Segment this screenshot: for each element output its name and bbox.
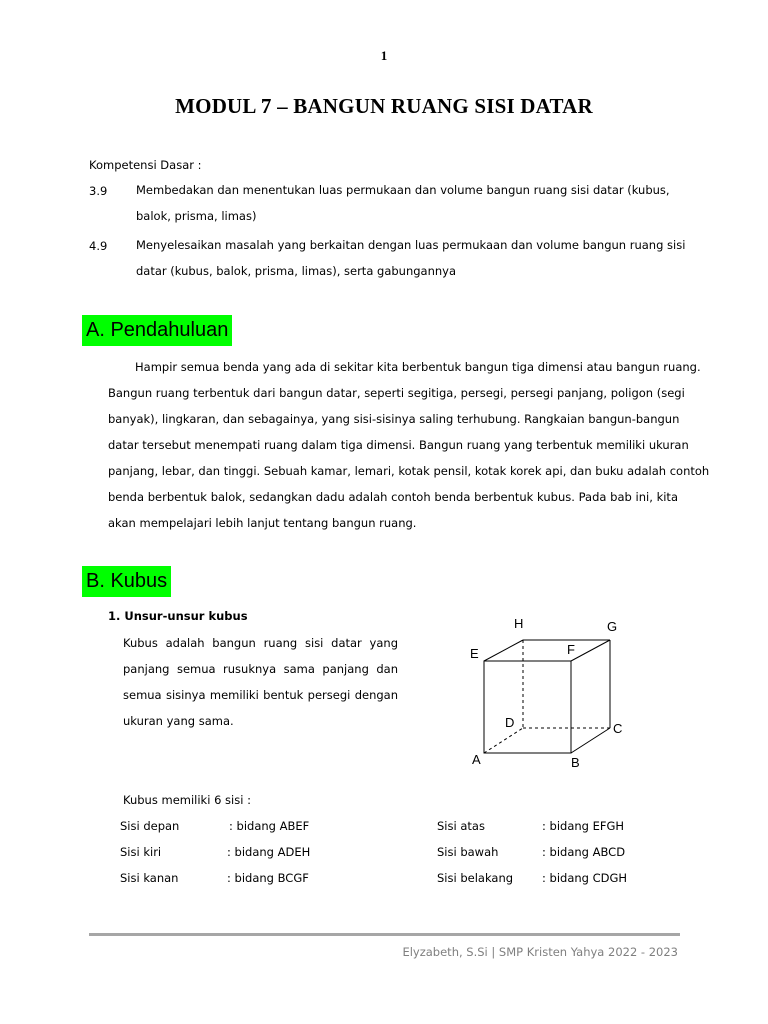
sub-heading-unsur-kubus: 1. Unsur-unsur kubus [108,609,248,623]
face-value: : bidang EFGH [542,819,625,833]
faces-label: Kubus memiliki 6 sisi : [123,793,251,807]
cube-edge-bc [571,728,610,753]
face-name: Sisi kanan [120,871,179,885]
kompetensi-label: Kompetensi Dasar : [89,158,202,172]
section-heading-kubus: B. Kubus [82,566,171,597]
cube-diagram [460,610,640,775]
definition-line: semua sisinya memiliki bentuk persegi dengan [123,688,398,702]
footer-text: Elyzabeth, S.Si | SMP Kristen Yahya 2022 - 2023 [402,945,678,959]
paragraph-line: datar tersebut menempati ruang dalam tiga dimensi. Bangun ruang yang terbentuk memiliki ukuran [108,438,689,452]
face-name: Sisi kiri [120,845,162,859]
vertex-label-d: D [505,715,515,730]
definition-line: Kubus adalah bangun ruang sisi datar yang [123,636,398,650]
kompetensi-line: Membedakan dan menentukan luas permukaan dan volume bangun ruang sisi datar (kubus, [136,183,670,197]
pendahuluan-paragraph [108,354,710,536]
vertex-label-a: A [472,752,481,767]
paragraph-line: akan mempelajari lebih lanjut tentang bangun ruang. [108,516,417,530]
kompetensi-line: balok, prisma, limas) [136,209,257,223]
paragraph-line: panjang, lebar, dan tinggi. Sebuah kamar, lemari, kotak pensil, kotak korek api, dan buku adalah contoh [108,464,710,478]
section-heading-pendahuluan: A. Pendahuluan [82,315,232,346]
paragraph-line: Bangun ruang terbentuk dari bangun datar, seperti segitiga, persegi, persegi panjang, poligon (segi [108,386,685,400]
vertex-label-f: F [567,642,575,657]
face-name: Sisi belakang [437,871,514,885]
kompetensi-text [136,177,696,229]
paragraph-line: benda berbentuk balok, sedangkan dadu adalah contoh benda berbentuk kubus. Pada bab ini, kita [108,490,678,504]
cube-edge-eh [484,640,523,661]
vertex-label-c: C [613,721,623,736]
vertex-label-g: G [607,619,618,634]
kompetensi-line: datar (kubus, balok, prisma, limas), serta gabungannya [136,264,457,278]
face-name: Sisi atas [437,819,485,833]
kompetensi-line: Menyelesaikan masalah yang berkaitan dengan luas permukaan dan volume bangun ruang sisi [136,238,686,252]
face-value: : bidang BCGF [227,871,309,885]
paragraph-line: banyak), lingkaran, dan sebagainya, yang sisi-sisinya saling terhubung. Rangkaian bangun-bangun [108,412,680,426]
vertex-label-b: B [571,755,580,770]
face-value: : bidang CDGH [542,871,628,885]
definition-line: panjang semua rusuknya sama panjang dan [123,662,398,676]
page-title: MODUL 7 – BANGUN RUANG SISI DATAR [175,94,593,118]
kompetensi-number: 4.9 [89,239,108,253]
cube-hidden-edge-ad [484,728,523,753]
definition-line: ukuran yang sama. [123,714,234,728]
kompetensi-number: 3.9 [89,184,108,198]
face-value: : bidang ADEH [227,845,311,859]
face-name: Sisi depan [120,819,180,833]
face-value: : bidang ABCD [542,845,626,859]
cube-front-face [484,661,571,753]
kompetensi-text [136,232,696,284]
kubus-definition [123,630,398,734]
vertex-label-h: H [514,616,524,631]
face-value: : bidang ABEF [229,819,310,833]
paragraph-line: Hampir semua benda yang ada di sekitar kita berbentuk bangun tiga dimensi atau bangun ruang. [135,360,701,374]
footer-divider [89,933,680,936]
cube-edge-fg [571,640,610,661]
page-number: 1 [380,48,388,63]
face-name: Sisi bawah [437,845,499,859]
vertex-label-e: E [470,646,479,661]
